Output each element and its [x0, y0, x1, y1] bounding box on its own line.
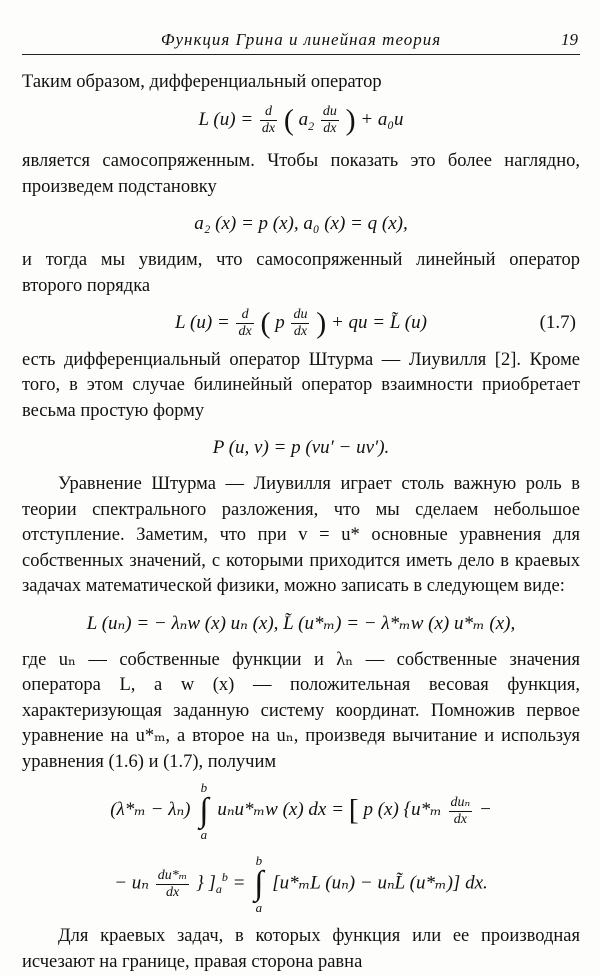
eq3-tail: + qu = L̃ (u): [330, 312, 427, 334]
eq7-frac: $\frac{\text{du*ₘ}}{dx}$: [157, 867, 188, 900]
eq1-lhs: L (u) =: [198, 108, 258, 130]
eq1-tail: + a₀u: [360, 108, 404, 130]
eq1-frac-d-dx: $\frac{d}{dx}$: [261, 103, 276, 136]
eq1-a2: $a_2$: [298, 108, 315, 133]
eq3-lhs: L (u) =: [175, 312, 235, 334]
eq3-frac-d-dx: $\frac{d}{dx}$: [238, 307, 252, 340]
equation-operator: L (u) = $\frac{d}{dx}$ ( $a_2$ $\frac{du}{dx}$ ) + a₀u: [198, 103, 404, 137]
page-number: 19: [561, 30, 578, 49]
equation-substitution: a₂ (x) = p (x), a₀ (x) = q (x),: [194, 213, 408, 235]
equation-bilinear: P (u, v) = p (vu′ − uv′).: [212, 437, 390, 459]
page-header: [22, 30, 580, 55]
paragraph-second-order: и тогда мы увидим, что самосопряженный линейный оператор второго порядка: [22, 250, 580, 296]
equation-number: (1.7): [539, 312, 576, 334]
eq3-p: p: [275, 312, 285, 334]
running-head: Функция Грина и линейная теория: [160, 30, 442, 49]
page-body: [22, 70, 580, 975]
paragraph-eigenfunctions: где uₙ — собственные функции и λₙ — собственные значения оператора L, а w (x) — положительная весовая функция, характеризующая заданную систему координат. Помножив первое уравнение на u*ₘ, а второе на uₙ, произведя вычитание и используя уравнения (1.6) и (1.7), получим: [22, 649, 580, 772]
paragraph-self-adjoint: является самосопряженным. Чтобы показать это более наглядно, произведем подстановку: [22, 151, 580, 197]
equation-sturm-liouville: L (u) = $\frac{d}{dx}$ ( p $\frac{du}{dx}$ ) + qu = L̃ (u) (1.7): [175, 306, 576, 340]
paragraph-digression: Уравнение Штурма — Лиувилля играет столь важную роль в теории спектрального разложения, что мы сделаем небольшое отступление. Заметим, что при v = u* основные уравнения для собственных значений, с которыми приходится иметь дело в краевых задачах математической физики, можно записать в следующем виде:: [22, 474, 580, 597]
equation-eigenvalues: L (uₙ) = − λₙw (x) uₙ (x), L̃ (u*ₘ) = − λ*ₘw (x) u*ₘ (x),: [86, 612, 516, 634]
eq6-frac: $\frac{\text{duₙ}}{dx}$: [450, 794, 471, 827]
equation-integral-2: − uₙ $\frac{\text{du*ₘ}}{dx}$ } ]$_a^b = b$ ∫ a [u*ₘL (uₙ) − uₙL̃ (u*ₘ)] dx.: [114, 853, 488, 916]
paragraph-intro: Таким образом, дифференциальный оператор: [22, 72, 382, 92]
eq1-frac-du-dx: $\frac{du}{dx}$: [322, 103, 337, 136]
eq3-frac-du-dx: $\frac{du}{dx}$: [293, 307, 308, 340]
integral-sign-2: b ∫ a: [254, 853, 264, 916]
paragraph-boundary: Для краевых задач, в которых функция или ее производная исчезают на границе, правая сторона равна: [22, 926, 580, 972]
integral-sign: b ∫ a: [199, 780, 209, 843]
paragraph-bilinear: есть дифференциальный оператор Штурма — Лиувилля [2]. Кроме того, в этом случае билинейный оператор взаимности приобретает весьма простую форму: [22, 349, 580, 421]
equation-integral-1: (λ*ₘ − λₙ) b ∫ a uₙu*ₘw (x) dx = [ p (x) {u*ₘ $\frac{\text{duₙ}}{dx}$ −: [110, 780, 492, 843]
